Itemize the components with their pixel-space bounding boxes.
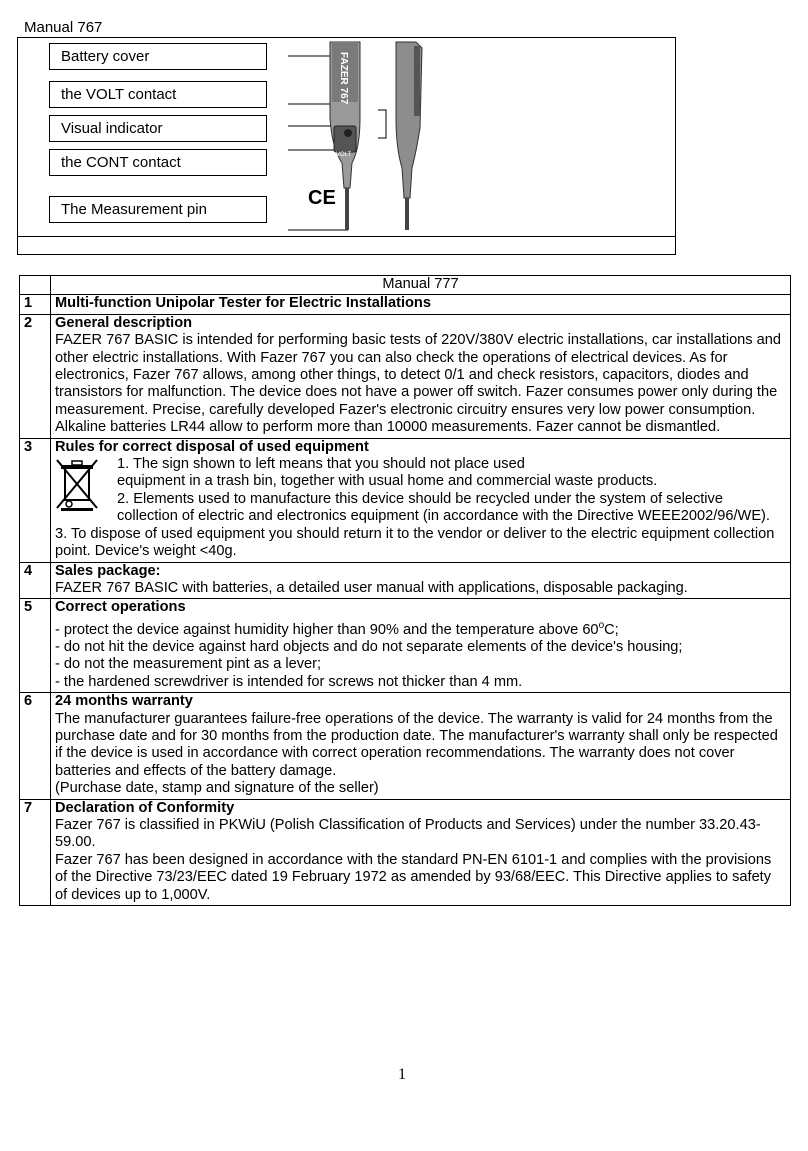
section-1-title: Multi-function Unipolar Tester for Electric Installations bbox=[55, 295, 431, 312]
weee-bin-icon bbox=[55, 458, 99, 512]
section-7-row bbox=[20, 799, 791, 905]
section-1-row bbox=[20, 295, 791, 314]
manual-table bbox=[19, 275, 791, 906]
page-number: 1 bbox=[398, 1066, 406, 1083]
section-4-row bbox=[20, 562, 791, 599]
device-volt-text: VOLT bbox=[336, 152, 352, 158]
section-3-point-1: 1. The sign shown to left means that you should not place used bbox=[117, 456, 525, 473]
section-4-title: Sales package: bbox=[55, 562, 161, 579]
section-3-row bbox=[20, 438, 791, 562]
section-2-num: 2 bbox=[20, 314, 51, 438]
figure-footer-row bbox=[18, 236, 675, 237]
section-5-line-4: - the hardened screwdriver is intended for screws not thicker than 4 mm. bbox=[55, 673, 523, 690]
section-3-point-1b: equipment in a trash bin, together with usual home and commercial waste products. bbox=[117, 473, 658, 490]
section-7-title: Declaration of Conformity bbox=[55, 799, 235, 816]
tester-illustration bbox=[288, 38, 448, 236]
section-6-row bbox=[20, 693, 791, 799]
table-heading-num bbox=[20, 276, 51, 295]
table-heading-row bbox=[20, 276, 791, 295]
section-5-row bbox=[20, 599, 791, 693]
table-heading: Manual 777 bbox=[51, 276, 791, 295]
section-6-note: (Purchase date, stamp and signature of the seller) bbox=[55, 780, 379, 797]
section-3-point-3: 3. To dispose of used equipment you should return it to the vendor or deliver to the electric equipment collection point. Device's weight <40g. bbox=[55, 525, 775, 560]
section-7-text-2: Fazer 767 has been designed in accordance with the standard PN-EN 6101-1 and complies with the provisions of the Directive 73/23/EEC dated 19 February 1972 as amended by 93/68/EEC. This Directive applies to safety of devices up to 1,000V. bbox=[55, 851, 772, 903]
section-6-num: 6 bbox=[20, 693, 51, 799]
section-5-num: 5 bbox=[20, 599, 51, 693]
device-figure bbox=[17, 37, 676, 255]
section-2-row bbox=[20, 314, 791, 438]
ce-mark: CE bbox=[308, 187, 336, 209]
section-5-title: Correct operations bbox=[55, 599, 186, 616]
section-6-text: The manufacturer guarantees failure-free operations of the device. The warranty is valid for 24 months from the purchase date and for 30 months from the production date. The manufacturer's warranty shall only be respected if the device is used in accordance with correct operation recommendations. The warranty does not cover batteries and effects of the battery damage. bbox=[55, 710, 778, 779]
section-4-num: 4 bbox=[20, 562, 51, 599]
device-name-text: FAZER 767 bbox=[338, 52, 349, 105]
label-battery-cover: Battery cover bbox=[49, 43, 267, 70]
section-1-num: 1 bbox=[20, 295, 51, 314]
section-5-line-1: - protect the device against humidity higher than 90% and the temperature above 60$^o$C; bbox=[55, 619, 619, 638]
section-6-title: 24 months warranty bbox=[55, 693, 193, 710]
section-5-line-3: - do not the measurement pint as a lever; bbox=[55, 656, 322, 673]
section-2-title: General description bbox=[55, 314, 193, 331]
section-3-point-2: 2. Elements used to manufacture this device should be recycled under the system of selective collection of electric and electronics equipment (in accordance with the Directive WEEE2002/96/WE). bbox=[117, 490, 770, 525]
section-2-text: FAZER 767 BASIC is intended for performing basic tests of 220V/380V electric installations, car installations and other electric installations. With Fazer 767 you can also check the operations of electrical devices. As for electronics, Fazer 767 allows, among other things, to detect 0/1 and check resistors, capacitors, diodes and transistors for malfunction. The device does not have a power off switch. Fazer consumes power only during the measurement. Precise, carefully developed Fazer's electronic circuitry ensures very low power consumption. Alkaline batteries LR44 allow to perform more than 10000 measurements. Fazer cannot be dismantled. bbox=[55, 332, 782, 436]
label-visual-indicator: Visual indicator bbox=[49, 115, 267, 142]
section-5-line-2: - do not hit the device against hard objects and do not separate elements of the device's housing; bbox=[55, 638, 683, 655]
section-3-title: Rules for correct disposal of used equipment bbox=[55, 438, 369, 455]
section-7-text-1: Fazer 767 is classified in PKWiU (Polish Classification of Products and Services) under the number 33.20.43-59.00. bbox=[55, 817, 761, 851]
section-4-text: FAZER 767 BASIC with batteries, a detailed user manual with applications, disposable packaging. bbox=[55, 579, 688, 596]
section-3-num: 3 bbox=[20, 438, 51, 562]
section-7-num: 7 bbox=[20, 799, 51, 905]
label-volt-contact: the VOLT contact bbox=[49, 81, 267, 108]
label-measurement-pin: The Measurement pin bbox=[49, 196, 267, 223]
page-header: Manual 767 bbox=[24, 19, 103, 36]
label-cont-contact: the CONT contact bbox=[49, 149, 267, 176]
